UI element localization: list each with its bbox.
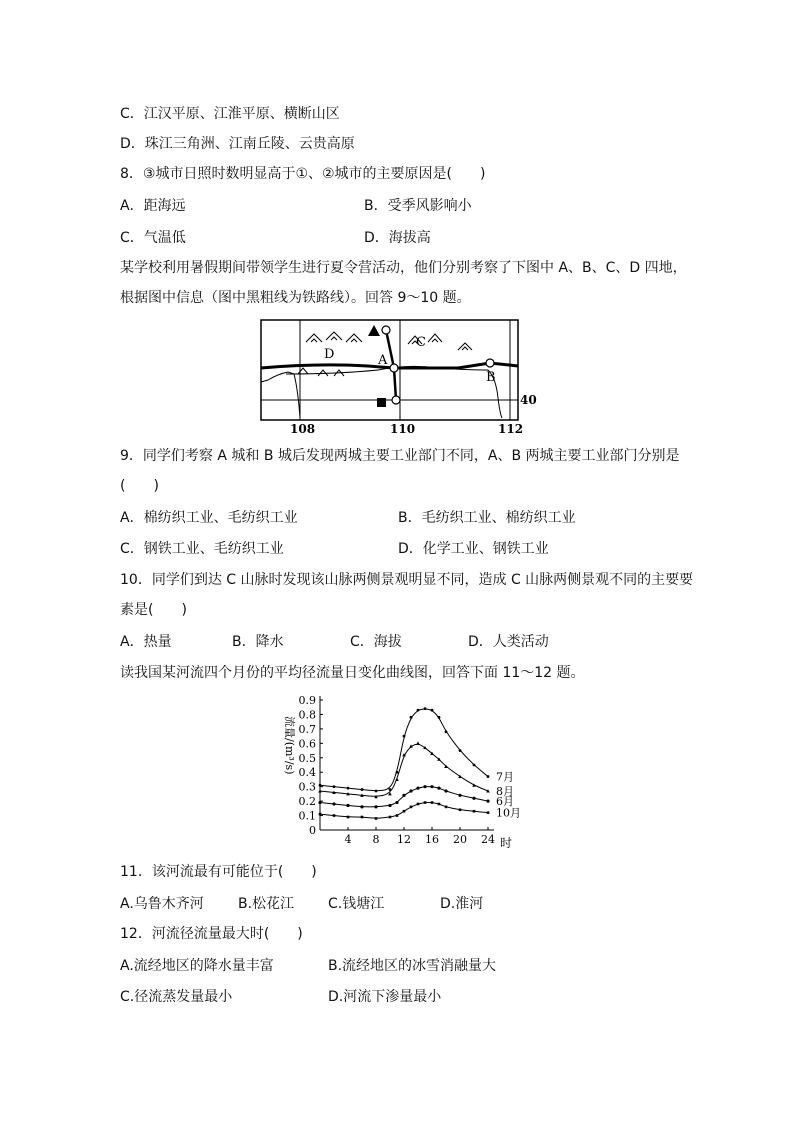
option-7d: D．珠江三角洲、江南丘陵、云贵高原 [120, 136, 355, 152]
city-top [382, 326, 390, 334]
x-tick-label: 24 [481, 833, 495, 846]
y-tick-label: 0.8 [298, 708, 316, 722]
option-11d: D.淮河 [440, 896, 484, 912]
y-tick-label: 0.3 [298, 780, 316, 794]
series-point [444, 789, 447, 792]
boundary-curve [261, 366, 502, 418]
series-point [396, 814, 399, 817]
option-9b: B．毛纺织工业、棉纺织工业 [398, 510, 576, 526]
city-b [486, 359, 494, 367]
series-point [319, 784, 322, 787]
series-point [347, 787, 350, 790]
series-point [473, 764, 476, 767]
series-point [486, 800, 489, 803]
option-12d: D.河流下渗量最小 [328, 989, 442, 1005]
x-tick-label: 20 [453, 833, 467, 846]
question-10-line1: 10．同学们到达 C 山脉时发现该山脉两侧景观明显不同，造成 C 山脉两侧景观不同的主要要 [120, 572, 694, 588]
option-10d: D．人类活动 [468, 634, 549, 650]
question-8: 8．③城市日照时数明显高于①、②城市的主要原因是( ) [120, 166, 486, 182]
option-11a: A.乌鲁木齐河 [120, 896, 204, 912]
series-line-1 [320, 744, 488, 796]
x-tick-label: 4 [344, 833, 352, 846]
series-point [403, 810, 406, 813]
series-point [487, 811, 490, 814]
series-point [346, 804, 349, 807]
x-tick-label: 16 [425, 833, 439, 846]
option-11b: B.松花江 [238, 896, 295, 912]
series-label: 10月 [496, 806, 521, 820]
series-point [396, 771, 399, 774]
intro-9-10-line1: 某学校利用暑假期间带领学生进行夏令营活动，他们分别考察了下图中 A、B、C、D 四地， [120, 260, 687, 276]
option-10a: A．热量 [120, 634, 172, 650]
series-point [410, 806, 413, 809]
series-label: 6月 [496, 795, 514, 809]
series-point [487, 775, 490, 778]
option-7c: C．江汉平原、江淮平原、横断山区 [120, 106, 340, 122]
map-label-a: A [378, 353, 388, 368]
option-8d: D．海拔高 [364, 230, 431, 246]
series-point [431, 709, 434, 712]
series-point [375, 817, 378, 820]
railway-map [258, 318, 537, 436]
option-12c: C.径流蒸发量最小 [120, 989, 233, 1005]
y-tick-label: 0.5 [298, 751, 316, 765]
question-12: 12．河流径流量最大时( ) [120, 926, 303, 942]
option-11c: C.钱塘江 [328, 896, 385, 912]
series-point [473, 810, 476, 813]
series-point [409, 789, 412, 792]
series-point [423, 785, 426, 788]
series-point [431, 801, 434, 804]
series-point [403, 735, 406, 738]
series-point [333, 785, 336, 788]
series-point [458, 794, 461, 797]
series-point [319, 813, 322, 816]
map-label-b: B [486, 370, 496, 385]
city-a [390, 364, 398, 372]
series-point [445, 806, 448, 809]
series-point [389, 816, 392, 819]
square-symbol [377, 398, 386, 407]
x-axis-label: 时 [500, 836, 513, 850]
option-9d: D．化学工业、钢铁工业 [398, 541, 549, 557]
series-point [410, 716, 413, 719]
y-tick-label: 0.1 [298, 809, 316, 823]
series-point [416, 787, 419, 790]
series-point [360, 805, 363, 808]
mountains-small [298, 368, 344, 376]
y-tick-label: 0 [309, 824, 316, 837]
lat-label-40: 40 [520, 393, 537, 407]
series-point [388, 804, 391, 807]
series-point [459, 808, 462, 811]
series-point [395, 801, 398, 804]
series-point [402, 794, 405, 797]
series-point [395, 778, 399, 781]
series-point [347, 816, 350, 819]
y-tick-label: 0.6 [298, 737, 316, 751]
series-point [445, 730, 448, 733]
series-point [438, 803, 441, 806]
y-axis-label: 流量/(m³/s) [283, 716, 296, 775]
option-10b: B．降水 [232, 634, 284, 650]
question-9-line2: ( ) [120, 478, 159, 494]
intro-11-12: 读我国某河流四个月份的平均径流量日变化曲线图，回答下面 11～12 题。 [120, 665, 585, 681]
lon-label-110: 110 [390, 422, 416, 436]
series-point [437, 787, 440, 790]
option-9c: C．钢铁工业、毛纺织工业 [120, 541, 284, 557]
series-point [318, 801, 321, 804]
series-point [417, 803, 420, 806]
series-point [333, 814, 336, 817]
series-point [361, 816, 364, 819]
series-point [424, 801, 427, 804]
series-point [459, 749, 462, 752]
runoff-chart [270, 690, 530, 850]
series-point [430, 785, 433, 788]
y-tick-label: 0.2 [298, 795, 316, 809]
option-12a: A.流经地区的降水量丰富 [120, 958, 274, 974]
map-label-d: D [324, 347, 335, 362]
lon-label-108: 108 [290, 422, 316, 436]
option-8c: C．气温低 [120, 230, 186, 246]
series-point [438, 716, 441, 719]
city-bottom [392, 396, 400, 404]
mountains-d [306, 332, 362, 342]
y-tick-label: 0.7 [298, 722, 316, 736]
map-label-c: C [416, 335, 426, 350]
series-point [417, 709, 420, 712]
triangle-symbol [368, 325, 380, 336]
series-point [416, 742, 420, 745]
series-label: 7月 [496, 770, 514, 784]
option-10c: C．海拔 [350, 634, 402, 650]
series-label: 8月 [496, 785, 514, 798]
option-12b: B.流经地区的冰雪消融量大 [328, 958, 497, 974]
question-10-line2: 素是( ) [120, 602, 187, 618]
y-tick-label: 0.4 [298, 766, 316, 780]
option-9a: A．棉纺织工业、毛纺织工业 [120, 510, 298, 526]
question-9-line1: 9．同学们考察 A 城和 B 城后发现两城主要工业部门不同，A、B 两城主要工业部门分别是 [120, 448, 680, 464]
x-tick-label: 8 [372, 833, 380, 846]
question-11: 11．该河流最有可能位于( ) [120, 864, 317, 880]
option-8b: B．受季风影响小 [364, 198, 472, 214]
lon-label-112: 112 [498, 422, 524, 436]
series-point [472, 797, 475, 800]
series-point [361, 788, 364, 791]
series-point [374, 805, 377, 808]
x-tick-label: 12 [397, 833, 411, 846]
intro-9-10-line2: 根据图中信息（图中黑粗线为铁路线）。回答 9～10 题。 [120, 290, 471, 306]
series-point [332, 802, 335, 805]
option-8a: A．距海远 [120, 198, 186, 214]
y-tick-label: 0.9 [298, 694, 316, 707]
series-point [424, 707, 427, 710]
series-point [375, 790, 378, 793]
